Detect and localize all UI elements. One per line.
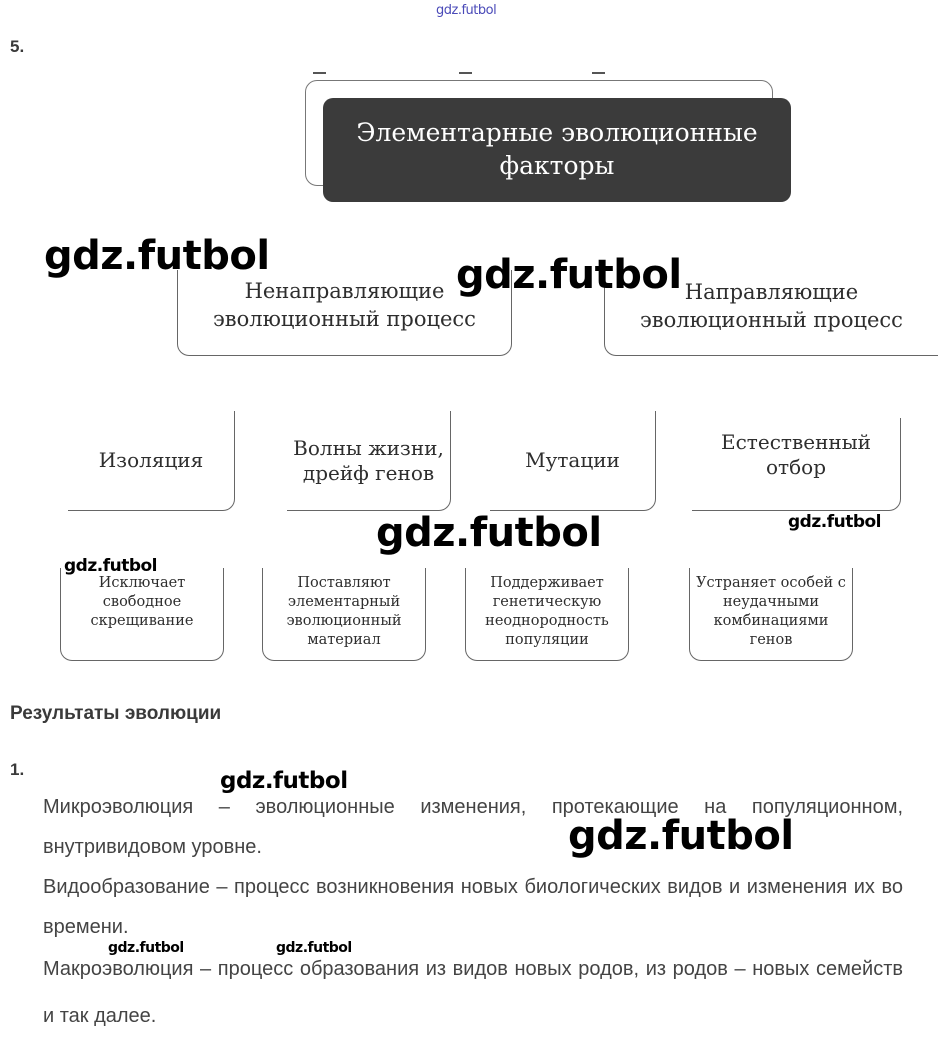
watermark: gdz.futbol [276,940,352,956]
decor-dash [592,72,605,74]
watermark: gdz.futbol [64,556,157,576]
effect-isolation: Исключает свободное скрещивание [60,568,224,661]
results-heading: Результаты эволюции [10,703,222,724]
decor-dash [459,72,472,74]
paragraph-microevolution: Микроэволюция – эволюционные изменения, протекающие на популяционном, внутривидовом уровне. [43,796,903,858]
watermark: gdz.futbol [108,940,184,956]
results-item-number: 1. [10,760,25,779]
watermark: gdz.futbol [376,510,602,556]
watermark-top: gdz.futbol [436,3,497,18]
diagram-title: Элементарные эволюционные факторы [323,98,791,202]
factor-natural-selection: Естественный отбор [692,418,901,511]
task-number: 5. [10,37,25,56]
effect-mutations: Поддерживает генетическую неоднородность популяции [465,568,629,661]
factor-population-waves: Волны жизни, дрейф генов [287,411,451,511]
effect-population-waves: Поставляют элементарный эволюционный материал [262,568,426,661]
watermark: gdz.futbol [568,813,794,859]
watermark: gdz.futbol [220,768,348,794]
watermark: gdz.futbol [44,233,270,279]
watermark: gdz.futbol [456,252,682,298]
category-non-directing: Ненаправляющие эволюционный процесс [177,270,512,356]
paragraph-macroevolution: Макроэволюция – процесс образования из видов новых родов, из родов – новых семейств и так далее. [43,958,903,1027]
decor-dash [313,72,326,74]
watermark: gdz.futbol [788,512,881,532]
paragraph-speciation: Видообразование – процесс возникновения новых биологических видов и изменения их во времени. [43,876,903,938]
category-directing: Направляющие эволюционный процесс [604,275,938,356]
factor-mutations: Мутации [490,411,656,511]
factor-isolation: Изоляция [68,411,235,511]
effect-natural-selection: Устраняет особей с неудачными комбинациями генов [689,568,853,661]
